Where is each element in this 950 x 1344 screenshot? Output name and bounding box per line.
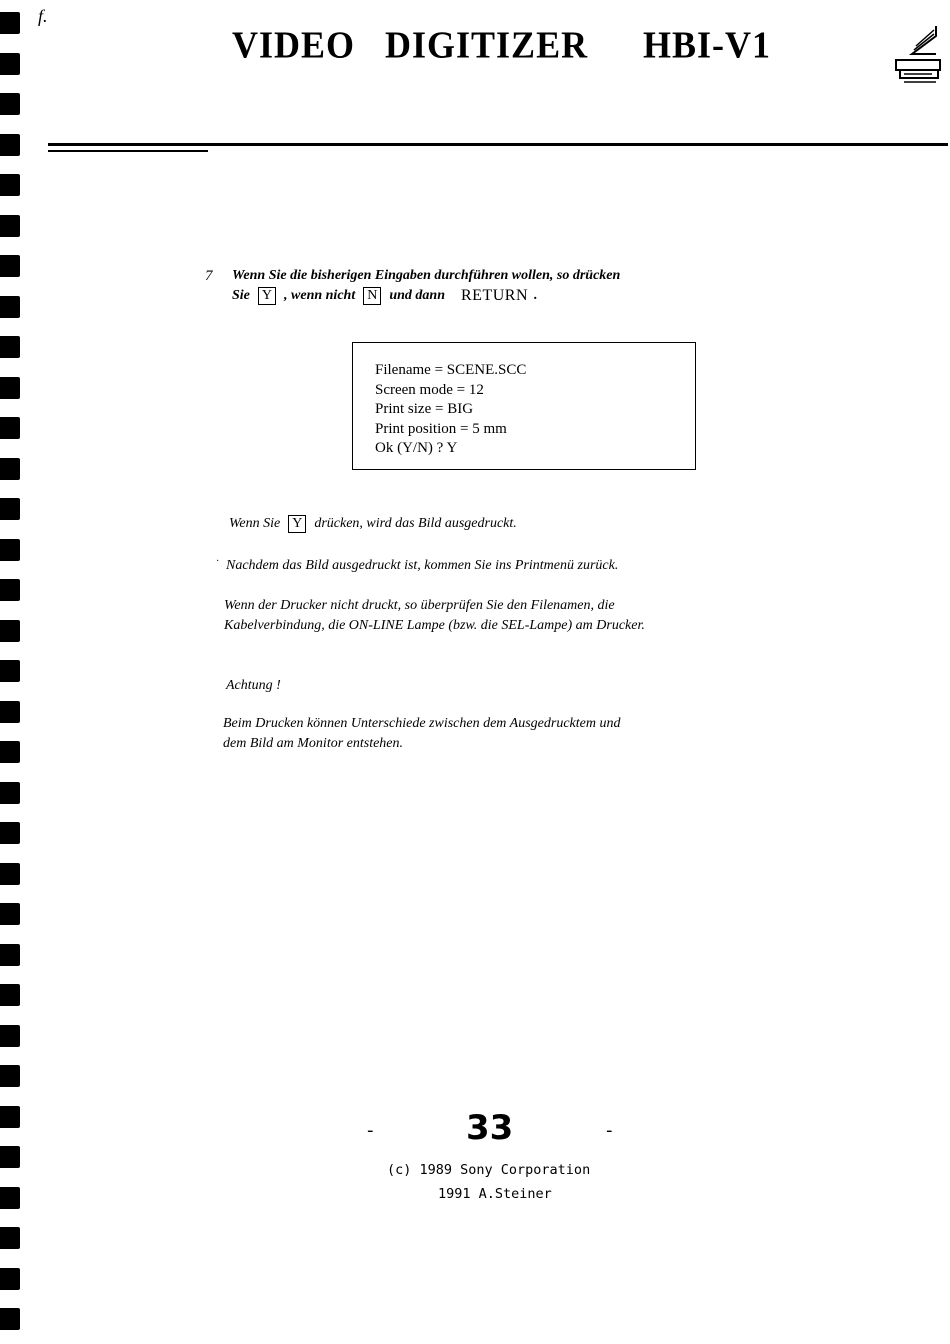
p3-line-1: Wenn der Drucker nicht druckt, so überprüfen Sie den Filenamen, die: [224, 598, 615, 613]
corner-mark: f.: [38, 6, 48, 26]
paragraph-attention: [223, 714, 620, 754]
screen-line: Print position = 5 mm: [375, 420, 507, 437]
step-line-1: Wenn Sie die bisherigen Eingaben durchführen wollen, so drücken: [232, 268, 621, 283]
binder-hole: [0, 863, 20, 885]
binder-hole: [0, 255, 20, 277]
binder-hole: [0, 903, 20, 925]
binder-hole: [0, 53, 20, 75]
copyright-line: (c) 1989 Sony Corporation: [387, 1162, 591, 1178]
screen-line: Filename = SCENE.SCC: [375, 362, 527, 378]
step-number: 7: [205, 268, 213, 284]
binder-hole: [0, 1065, 20, 1087]
paragraph-troubleshoot: [224, 596, 645, 636]
document-page: f. VIDEO DIGITIZER HBI-V1 7 Wenn Sie die bisherigen Eingaben durchführen wollen, so drücken Sie Y , wenn nicht N und dann RETURN . Filename = SCENE.SCC Screen mode = 12 Print size = BIG Print position = 5 mm Ok (Y/N) ? Y Wenn Sie Y drücken, wird das Bild ausgedruckt. · Nachdem das Bild ausgedruckt ist, kommen Sie ins Printmenü zurück. Wenn der Drucker nicht druckt, so überprüfen Sie den Filenamen, die Kabelverbindung, die ON-LINE Lampe (bzw. die SEL-Lampe) am Drucker. Achtung ! Beim Drucken können Unterschiede zwischen dem Ausgedrucktem und dem Bild am Monitor entstehen. - 33 - (c) 1989 Sony Corporation 1991 A.Steiner: [0, 0, 950, 1344]
p1-post: drücken, wird das Bild ausgedruckt.: [314, 516, 517, 531]
computer-logo-icon: [892, 22, 942, 88]
return-key-label: RETURN: [461, 287, 528, 304]
page-title: VIDEO DIGITIZER: [232, 24, 589, 66]
paragraph-return-menu: Nachdem das Bild ausgedruckt ist, kommen Sie ins Printmenü zurück.: [226, 558, 619, 573]
binder-hole: [0, 1025, 20, 1047]
binder-hole: [0, 741, 20, 763]
binder-hole: [0, 12, 20, 34]
paragraph-print-confirm: [229, 514, 517, 534]
author-line: 1991 A.Steiner: [438, 1186, 552, 1202]
screen-output-box: [352, 342, 696, 470]
binder-hole: [0, 539, 20, 561]
p3-line-2: Kabelverbindung, die ON-LINE Lampe (bzw. die SEL-Lampe) am Drucker.: [224, 618, 645, 633]
binder-hole: [0, 701, 20, 723]
screen-line: Print size = BIG: [375, 401, 474, 417]
binder-hole: [0, 93, 20, 115]
p5-line-2: dem Bild am Monitor entstehen.: [223, 736, 404, 751]
binder-hole: [0, 215, 20, 237]
step-line-end: .: [534, 288, 538, 303]
step-text-und-dann: und dann: [389, 288, 445, 303]
step-text-sie: Sie: [232, 288, 250, 303]
page-number-dash-left: -: [367, 1120, 374, 1141]
page-number-dash-right: -: [606, 1120, 613, 1141]
key-y-icon: Y: [258, 287, 276, 305]
binder-hole: [0, 1227, 20, 1249]
binder-hole: [0, 296, 20, 318]
binder-hole: [0, 498, 20, 520]
binder-hole: [0, 417, 20, 439]
binder-hole: [0, 377, 20, 399]
binder-holes: [0, 0, 26, 1344]
binder-hole: [0, 458, 20, 480]
binder-hole: [0, 1268, 20, 1290]
binder-hole: [0, 174, 20, 196]
header-rule: [48, 143, 948, 146]
p1-pre: Wenn Sie: [229, 516, 281, 531]
step-text-wenn-nicht: , wenn nicht: [284, 288, 356, 303]
binder-hole: [0, 944, 20, 966]
step-line-2: [232, 286, 752, 306]
binder-hole: [0, 1187, 20, 1209]
key-n-icon: N: [363, 287, 381, 305]
binder-hole: [0, 134, 20, 156]
binder-hole: [0, 1146, 20, 1168]
model-title: HBI-V1: [643, 24, 772, 66]
screen-line: Ok (Y/N) ? Y: [375, 440, 458, 456]
binder-hole: [0, 1308, 20, 1330]
binder-hole: [0, 336, 20, 358]
screen-line: Screen mode = 12: [375, 381, 484, 398]
page-number: 33: [466, 1108, 514, 1148]
binder-hole: [0, 620, 20, 642]
binder-hole: [0, 782, 20, 804]
p5-line-1: Beim Drucken können Unterschiede zwischen dem Ausgedrucktem und: [223, 716, 621, 731]
binder-hole: [0, 660, 20, 682]
binder-hole: [0, 822, 20, 844]
step-instruction: [232, 266, 752, 306]
attention-heading: Achtung !: [226, 678, 281, 693]
binder-hole: [0, 579, 20, 601]
key-y-icon: Y: [288, 515, 306, 533]
binder-hole: [0, 984, 20, 1006]
header-rule-thin: [48, 150, 208, 152]
binder-hole: [0, 1106, 20, 1128]
